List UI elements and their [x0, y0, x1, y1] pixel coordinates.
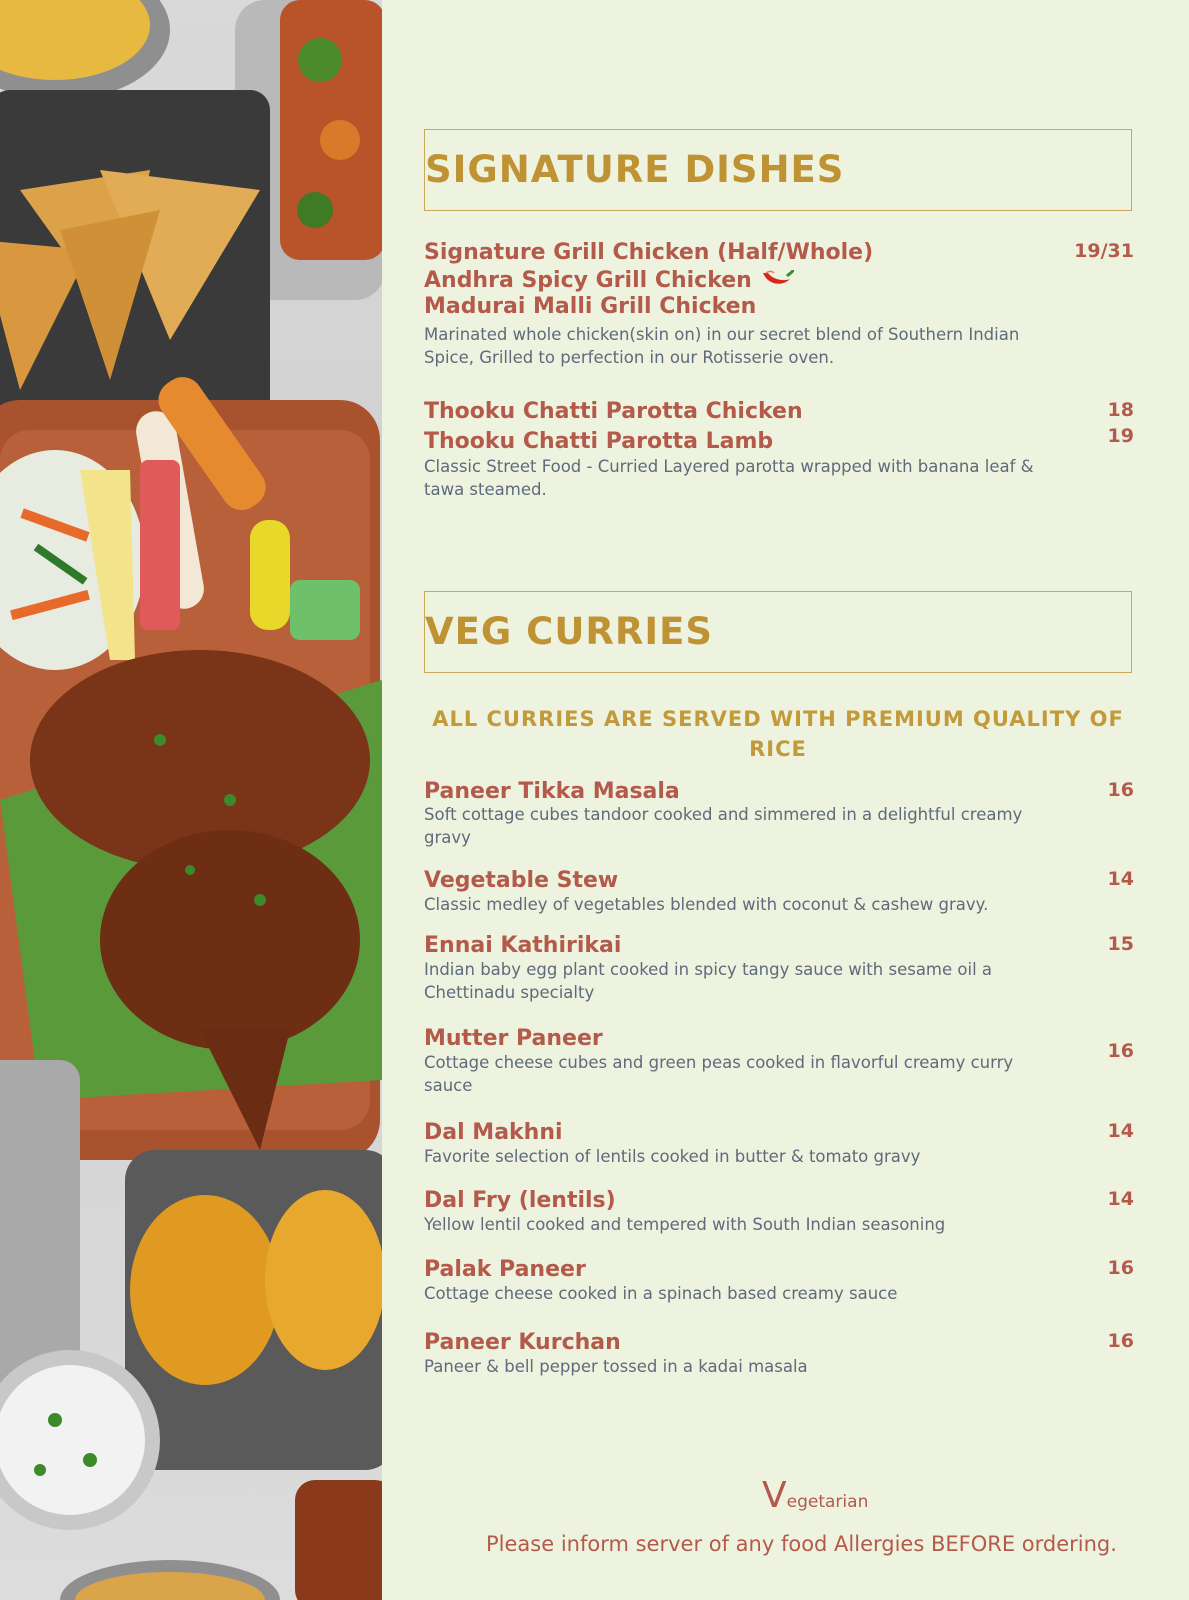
item-desc-thooku-chatti-parotta: Classic Street Food - Curried Layered parotta wrapped with banana leaf & tawa steamed.	[424, 457, 1034, 499]
item-name-paneer-tikka-masala: Paneer Tikka Masala	[424, 779, 680, 804]
item-desc-paneer-tikka-masala: Soft cottage cubes tandoor cooked and simmered in a delightful creamy gravy	[424, 805, 1023, 847]
price-dal-fry: 14	[1107, 1188, 1134, 1210]
signature-dishes-header-box	[424, 129, 1132, 211]
vegetarian-label: egetarian	[786, 1492, 869, 1512]
item-desc-vegetable-stew: Classic medley of vegetables blended with coconut & cashew gravy.	[424, 895, 989, 914]
veg-curries-header-box	[424, 591, 1132, 673]
price-ennai-kathirikai: 15	[1107, 933, 1134, 955]
item-name-mutter-paneer: Mutter Paneer	[424, 1026, 603, 1051]
menu-content	[382, 0, 1189, 1600]
item-name-ennai-kathirikai: Ennai Kathirikai	[424, 933, 622, 958]
price-mutter-paneer: 16	[1107, 1040, 1134, 1062]
price-thooku-chatti-parotta-lamb: 19	[1107, 425, 1134, 447]
price-dal-makhni: 14	[1107, 1120, 1134, 1142]
item-name-palak-paneer: Palak Paneer	[424, 1257, 586, 1282]
item-name-dal-fry: Dal Fry (lentils)	[424, 1188, 616, 1213]
item-desc-dal-fry: Yellow lentil cooked and tempered with South Indian seasoning	[424, 1215, 946, 1234]
item-desc-mutter-paneer: Cottage cheese cubes and green peas cooked in flavorful creamy curry sauce	[424, 1053, 1014, 1095]
item-name-thooku-chatti-parotta-chicken: Thooku Chatti Parotta Chicken	[424, 399, 803, 424]
price-paneer-kurchan: 16	[1107, 1330, 1134, 1352]
item-name-madurai-malli-grill-chicken: Madurai Malli Grill Chicken	[424, 294, 757, 319]
item-name-andhra-spicy-grill-chicken	[424, 267, 794, 295]
food-photo	[0, 0, 382, 1600]
item-name-dal-makhni: Dal Makhni	[424, 1120, 563, 1145]
price-vegetable-stew: 14	[1107, 868, 1134, 890]
chili-pepper-icon	[760, 267, 794, 295]
item-name-thooku-chatti-parotta-lamb: Thooku Chatti Parotta Lamb	[424, 429, 774, 454]
price-palak-paneer: 16	[1107, 1257, 1134, 1279]
section-title-veg-curries: VEG CURRIES	[425, 610, 714, 653]
vegetarian-symbol: V	[762, 1475, 787, 1516]
section-title-signature: SIGNATURE DISHES	[425, 148, 845, 191]
allergy-notice: Please inform server of any food Allergies BEFORE ordering.	[486, 1532, 1117, 1556]
item-name-andhra-spicy-grill-chicken-label: Andhra Spicy Grill Chicken	[424, 268, 752, 293]
price-signature-grill-chicken: 19/31	[1074, 240, 1134, 262]
item-name-vegetable-stew: Vegetable Stew	[424, 868, 619, 893]
price-thooku-chatti-parotta-chicken: 18	[1107, 399, 1134, 421]
price-paneer-tikka-masala: 16	[1107, 779, 1134, 801]
item-desc-grill-chicken: Marinated whole chicken(skin on) in our secret blend of Southern Indian Spice, Grilled to perfection in our Rotisserie oven.	[424, 325, 1020, 367]
veg-curries-subheading: ALL CURRIES ARE SERVED WITH PREMIUM QUALITY OF RICE	[432, 707, 1124, 761]
item-desc-palak-paneer: Cottage cheese cooked in a spinach based creamy sauce	[424, 1284, 898, 1303]
item-desc-paneer-kurchan: Paneer & bell pepper tossed in a kadai masala	[424, 1357, 808, 1376]
item-desc-dal-makhni: Favorite selection of lentils cooked in butter & tomato gravy	[424, 1147, 921, 1166]
item-name-paneer-kurchan: Paneer Kurchan	[424, 1330, 621, 1355]
vegetarian-legend	[762, 1475, 868, 1516]
item-name-signature-grill-chicken: Signature Grill Chicken (Half/Whole)	[424, 240, 874, 265]
food-photo-illustration	[0, 0, 382, 1600]
item-desc-ennai-kathirikai: Indian baby egg plant cooked in spicy tangy sauce with sesame oil a Chettinadu specialty	[424, 960, 993, 1002]
